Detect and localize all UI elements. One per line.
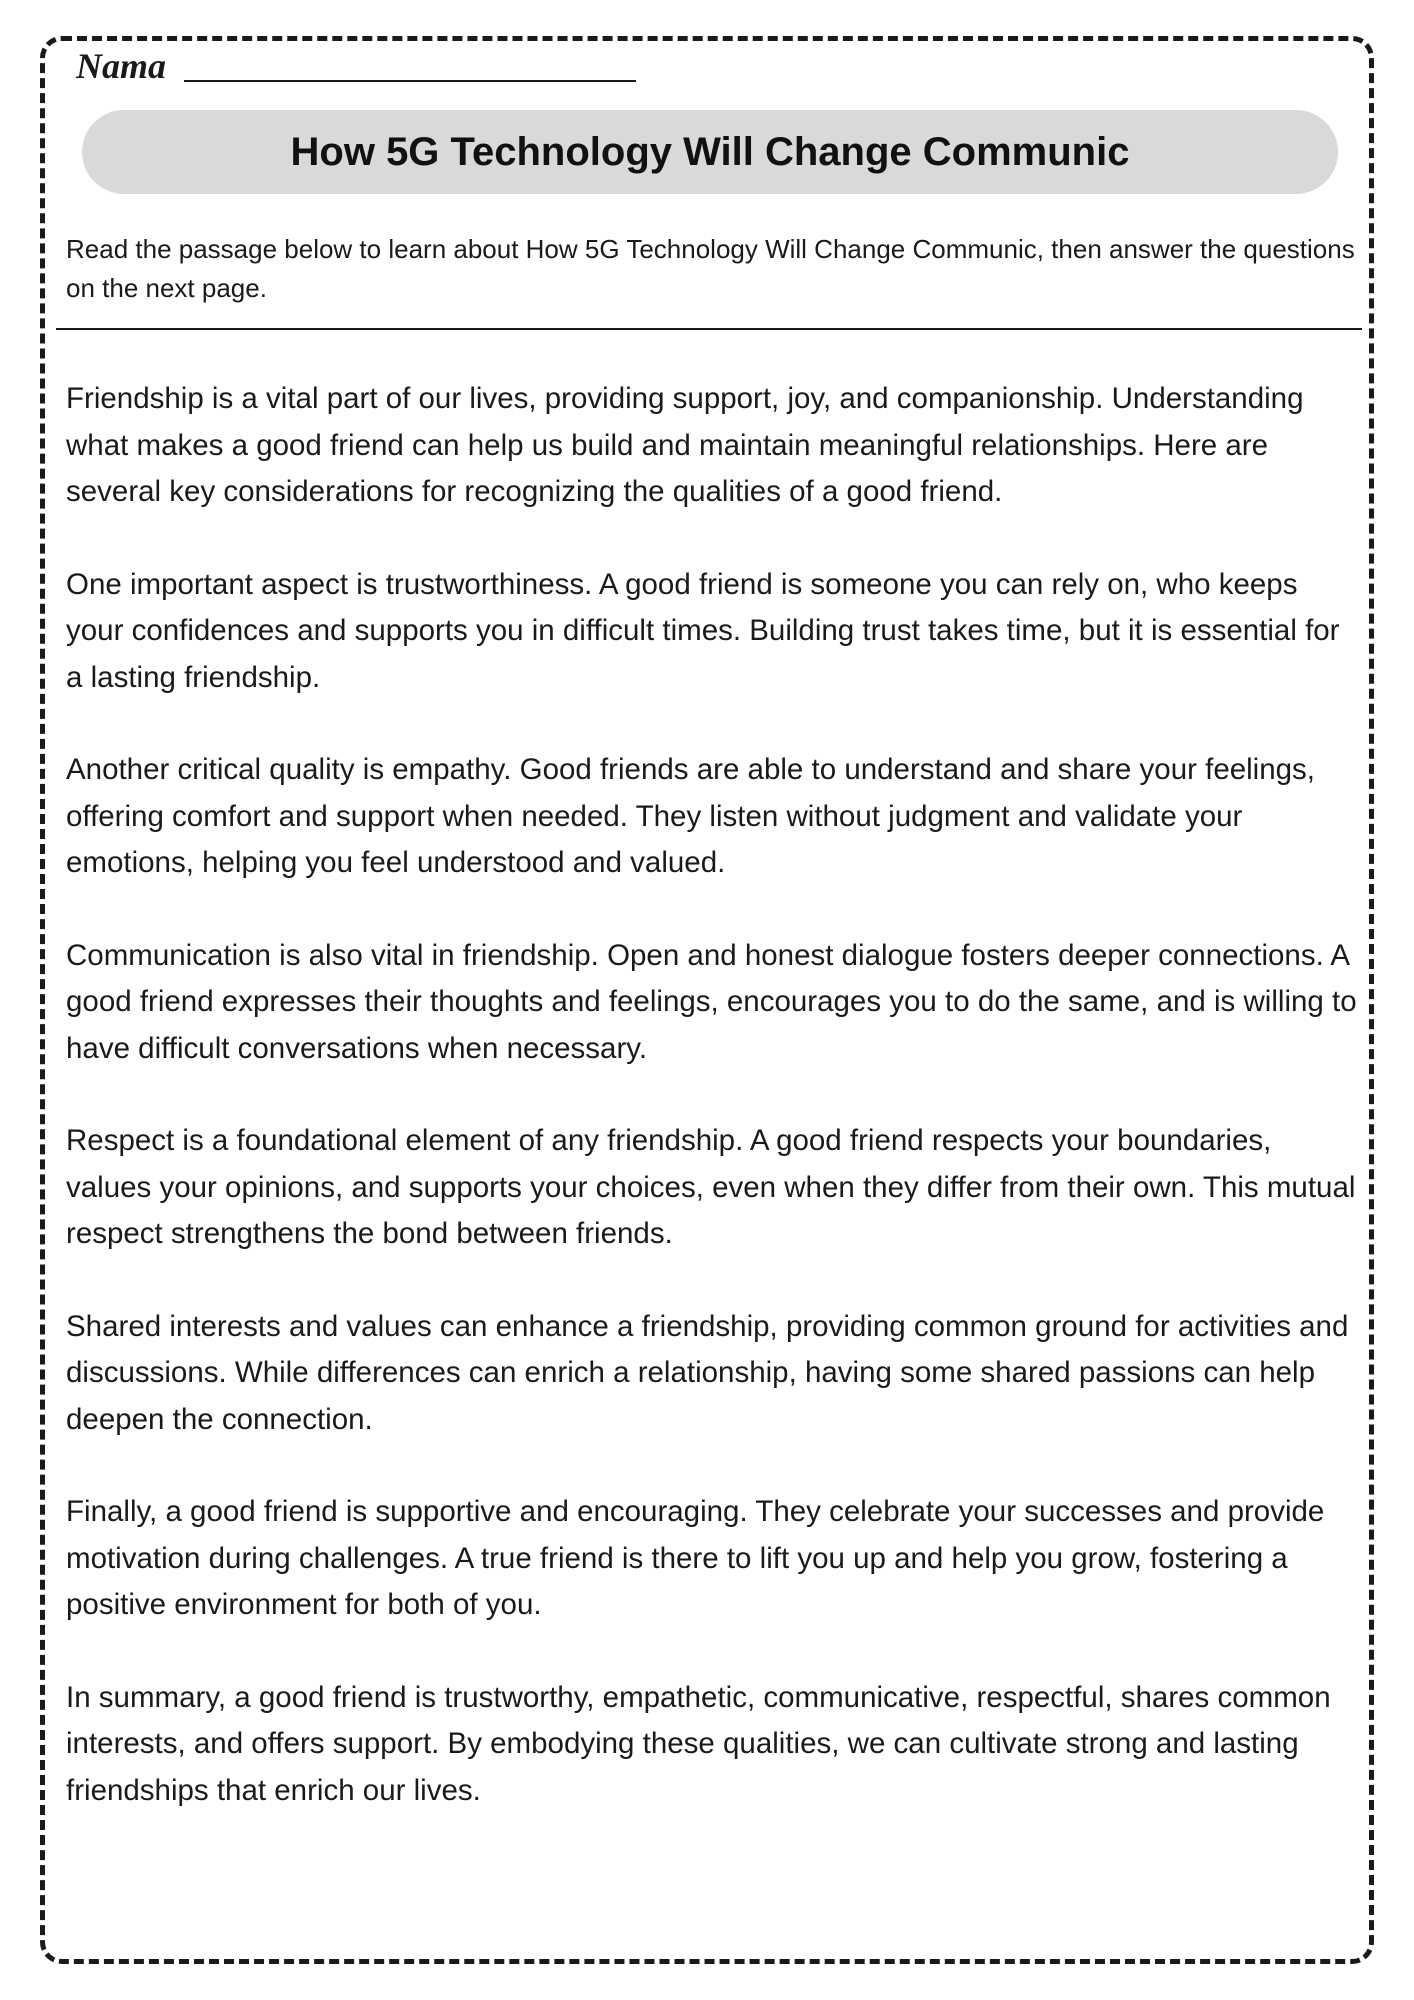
name-row	[76, 44, 636, 88]
passage-paragraph: Shared interests and values can enhance a friendship, providing common ground for activities and discussions. While differences can enrich a relationship, having some shared passions can help deepen the connection.	[66, 1309, 1349, 1436]
name-label: Nama	[76, 46, 166, 86]
passage-paragraph: Finally, a good friend is supportive and encouraging. They celebrate your successes and provide motivation during challenges. A true friend is there to lift you up and help you grow, fostering a positive environment for both of you.	[66, 1495, 1325, 1621]
title-banner	[82, 110, 1338, 194]
passage-paragraph: In summary, a good friend is trustworthy, empathetic, communicative, respectful, shares common interests, and offers support. By embodying these qualities, we can cultivate strong and lasting friendships that enrich our lives.	[66, 1680, 1331, 1807]
name-blank-line[interactable]	[184, 80, 636, 82]
passage-paragraph: One important aspect is trustworthiness. A good friend is someone you can rely on, who keeps your confidences and supports you in difficult times. Building trust takes time, but it is essential for a lasting friendship.	[66, 567, 1340, 694]
passage-paragraph: Friendship is a vital part of our lives, providing support, joy, and companionship. Understanding what makes a good friend can help us build and maintain meaningful relationships. Here are several key considerations for recognizing the qualities of a good friend.	[66, 382, 1304, 508]
passage-paragraph: Another critical quality is empathy. Good friends are able to understand and share your feelings, offering comfort and support when needed. They listen without judgment and validate your emotions, helping you feel understood and valued.	[66, 753, 1315, 879]
passage-paragraph: Respect is a foundational element of any friendship. A good friend respects your boundaries, values your opinions, and supports your choices, even when they differ from their own. This mutual respect strengthens the bond between friends.	[66, 1124, 1356, 1250]
page-title: How 5G Technology Will Change Communic	[290, 129, 1130, 174]
passage-paragraph: Communication is also vital in friendship. Open and honest dialogue fosters deeper connections. A good friend expresses their thoughts and feelings, encourages you to do the same, and is willing to have difficult conversations when necessary.	[66, 938, 1357, 1065]
reading-passage	[66, 376, 1360, 1860]
instructions-text: Read the passage below to learn about How 5G Technology Will Change Communic, then answer the questions on the next page.	[66, 234, 1355, 303]
header-divider	[56, 328, 1362, 330]
